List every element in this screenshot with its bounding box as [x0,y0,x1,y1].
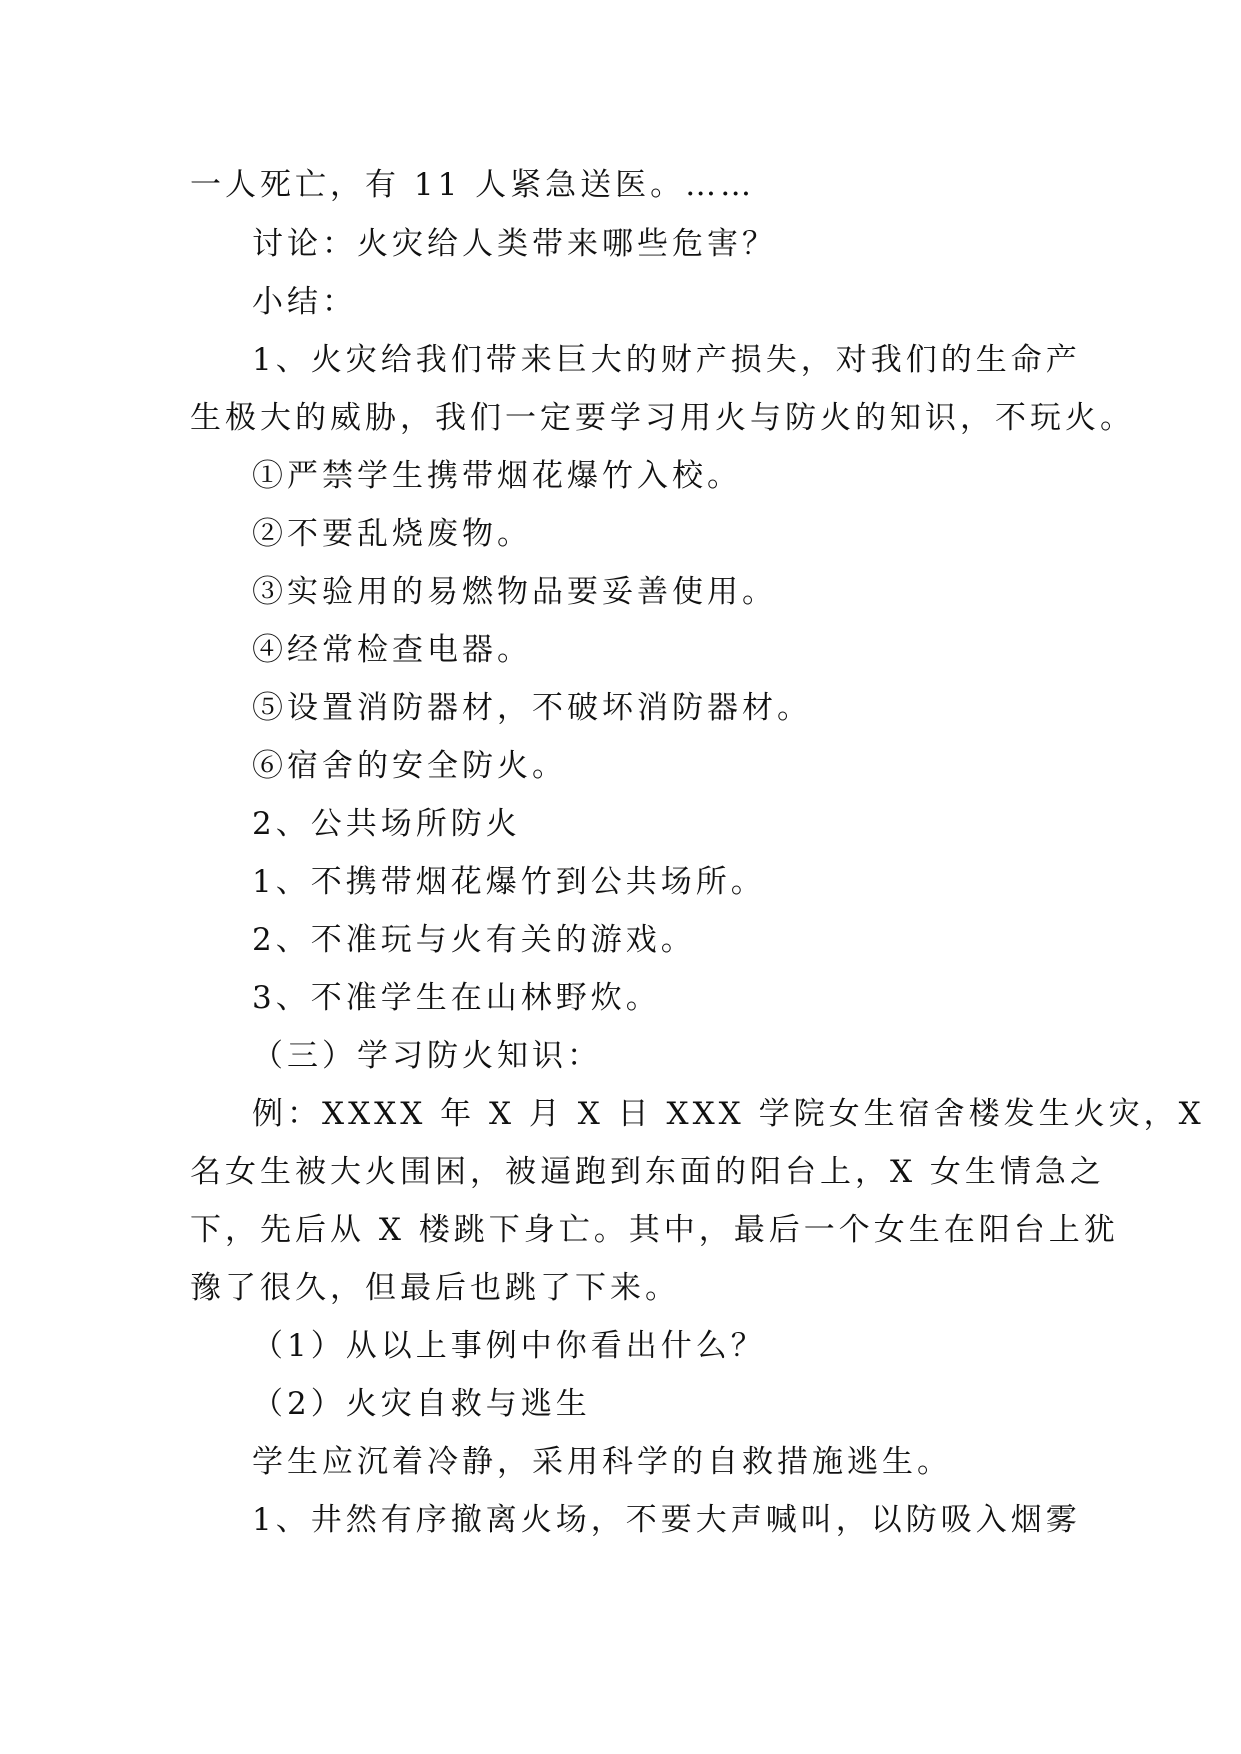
paragraph-line: 3、不准学生在山林野炊。 [252,980,661,1016]
paragraph-line: （1）从以上事例中你看出什么？ [252,1328,766,1364]
paragraph-line: 名女生被大火围困，被逼跑到东面的阳台上，X 女生情急之 [190,1154,1105,1190]
paragraph-line: ⑤设置消防器材，不破坏消防器材。 [252,690,812,726]
paragraph-line: 例：XXXX 年 X 月 X 日 XXX 学院女生宿舍楼发生火灾，X [252,1096,1205,1132]
paragraph-line: 下，先后从 X 楼跳下身亡。其中，最后一个女生在阳台上犹 [190,1212,1119,1248]
paragraph-line: 豫了很久，但最后也跳了下来。 [190,1270,680,1306]
paragraph-line: 1、不携带烟花爆竹到公共场所。 [252,864,766,900]
paragraph-line: 一人死亡，有 11 人紧急送医。…… [190,167,756,203]
paragraph-line: ③实验用的易燃物品要妥善使用。 [252,574,777,610]
paragraph-line: 1、火灾给我们带来巨大的财产损失，对我们的生命产 [252,342,1081,378]
paragraph-line: ④经常检查电器。 [252,632,532,668]
paragraph-line: 讨论：火灾给人类带来哪些危害？ [252,226,777,262]
paragraph-line: ⑥宿舍的安全防火。 [252,748,567,784]
paragraph-line: 1、井然有序撤离火场，不要大声喊叫，以防吸入烟雾 [252,1502,1081,1538]
paragraph-line: （2）火灾自救与逃生 [252,1386,591,1422]
paragraph-line: （三）学习防火知识： [252,1038,602,1074]
paragraph-line: ①严禁学生携带烟花爆竹入校。 [252,458,742,494]
paragraph-line: ②不要乱烧废物。 [252,516,532,552]
paragraph-line: 2、不准玩与火有关的游戏。 [252,922,696,958]
paragraph-line: 小结： [252,284,357,320]
paragraph-line: 生极大的威胁，我们一定要学习用火与防火的知识，不玩火。 [190,400,1135,436]
paragraph-line: 2、公共场所防火 [252,806,521,842]
paragraph-line: 学生应沉着冷静，采用科学的自救措施逃生。 [252,1444,952,1480]
